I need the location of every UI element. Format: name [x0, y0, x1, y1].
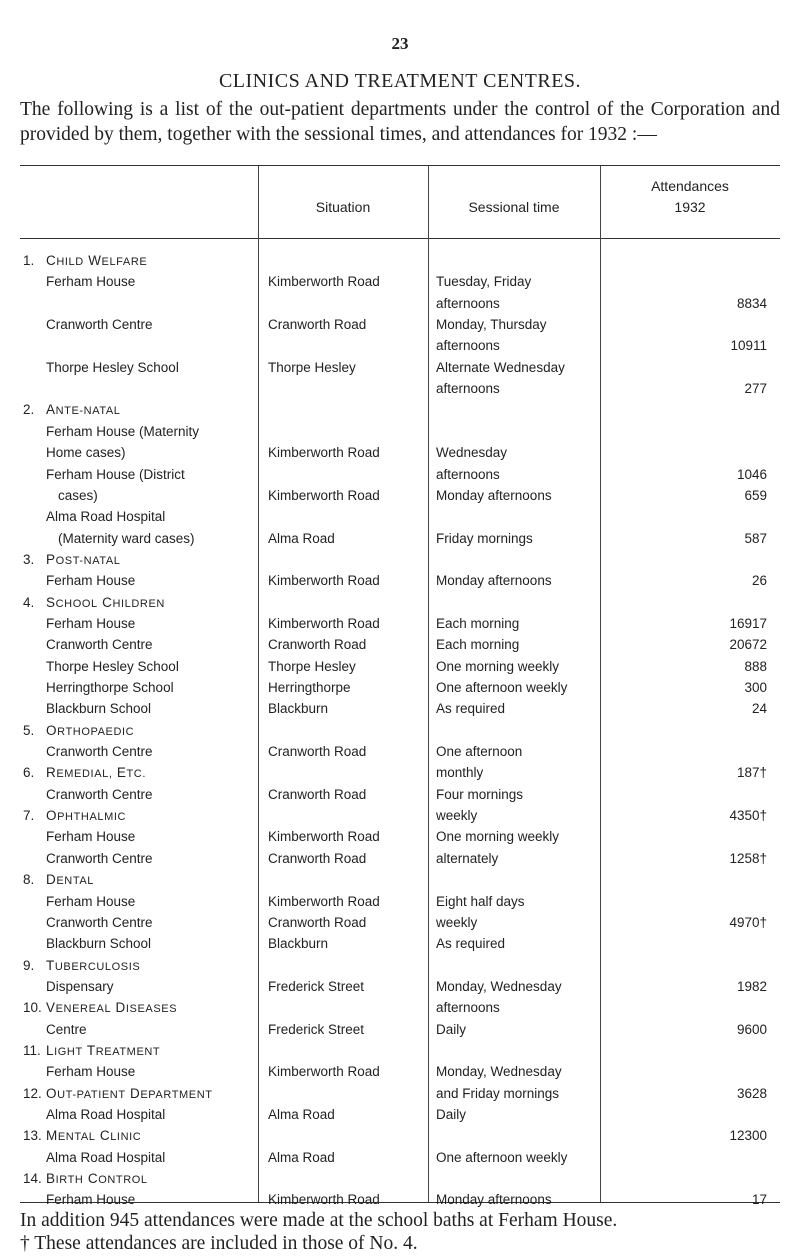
section-number: 2.: [23, 402, 35, 417]
centre-name: cases): [58, 488, 98, 503]
situation-cell: Thorpe Hesley: [268, 659, 356, 674]
attendance-cell: 12300: [729, 1128, 767, 1143]
sessional-time-cell: weekly: [436, 915, 478, 930]
situation-cell: Kimberworth Road: [268, 1192, 380, 1207]
small-caps-part: UBERCULOSIS: [54, 961, 141, 973]
section-heading: OUT-PATIENT DEPARTMENT: [46, 1086, 213, 1101]
header-bottom-rule: [20, 238, 780, 239]
centre-name: Cranworth Centre: [46, 915, 153, 930]
situation-cell: Alma Road: [268, 1150, 335, 1165]
situation-cell: Blackburn: [268, 936, 329, 951]
centre-name: Centre: [46, 1022, 87, 1037]
section-heading: MENTAL CLINIC: [46, 1128, 142, 1143]
small-caps-part: ENEREAL: [55, 1003, 112, 1015]
situation-cell: Kimberworth Road: [268, 829, 380, 844]
sessional-time-cell: As required: [436, 936, 506, 951]
small-caps-part: CHOOL: [55, 598, 98, 610]
sessional-time-cell: Tuesday, Friday: [436, 274, 532, 289]
situation-cell: Thorpe Hesley: [268, 360, 356, 375]
attendance-cell: 1982: [736, 979, 767, 994]
sessional-time-cell: Friday mornings: [436, 531, 533, 546]
sessional-time-cell: Each morning: [436, 637, 520, 652]
sessional-time-cell: Monday, Wednesday: [436, 1064, 562, 1079]
small-caps-part: EMEDIAL,: [56, 768, 113, 780]
page-number: 23: [391, 34, 409, 53]
section-number: 9.: [23, 958, 35, 973]
small-caps-part: EPARTMENT: [140, 1089, 213, 1101]
section-number: 13.: [23, 1128, 42, 1143]
centre-name: Alma Road Hospital: [46, 1107, 166, 1122]
situation-cell: Kimberworth Road: [268, 488, 380, 503]
centre-name: Dispensary: [46, 979, 114, 994]
situation-cell: Herringthorpe: [268, 680, 351, 695]
sessional-time-cell: One afternoon weekly: [436, 680, 568, 695]
sessional-time-cell: Four mornings: [436, 787, 524, 802]
footnote-baths: In addition 945 attendances were made at the school baths at Ferham House.: [20, 1210, 618, 1231]
centre-name: Ferham House (District: [46, 467, 185, 482]
sessional-time-cell: Monday afternoons: [436, 573, 552, 588]
centre-name: Cranworth Centre: [46, 744, 153, 759]
centre-name: Blackburn School: [46, 936, 152, 951]
section-number: 4.: [23, 595, 35, 610]
sessional-time-cell: alternately: [436, 851, 499, 866]
sessional-time-cell: Eight half days: [436, 894, 525, 909]
section-number: 11.: [23, 1043, 41, 1058]
situation-cell: Alma Road: [268, 1107, 335, 1122]
section-heading: VENEREAL DISEASES: [46, 1000, 178, 1015]
attendance-cell: 16917: [729, 616, 767, 631]
attendance-cell: 277: [744, 381, 767, 396]
small-caps-part: TC.: [126, 768, 147, 780]
sessional-time-cell: weekly: [436, 808, 478, 823]
centre-name: Ferham House: [46, 1064, 136, 1079]
small-caps-part: ELFARE: [101, 256, 148, 268]
centre-name: Cranworth Centre: [46, 851, 153, 866]
sessional-time-cell: Monday, Wednesday: [436, 979, 562, 994]
sessional-time-cell: One afternoon weekly: [436, 1150, 568, 1165]
situation-cell: Kimberworth Road: [268, 445, 380, 460]
attendance-cell: 3628: [736, 1086, 767, 1101]
attendance-cell: 659: [744, 488, 767, 503]
centre-name: (Maternity ward cases): [58, 531, 195, 546]
sessional-time-cell: Monday, Thursday: [436, 317, 547, 332]
situation-cell: Kimberworth Road: [268, 894, 380, 909]
column-divider: [428, 166, 429, 1202]
attendance-cell: 300: [744, 680, 767, 695]
sessional-time-cell: Monday afternoons: [436, 1192, 552, 1207]
centre-name: Ferham House: [46, 1192, 136, 1207]
header-sessional-time: Sessional time: [468, 199, 560, 215]
situation-cell: Cranworth Road: [268, 851, 367, 866]
sessional-time-cell: and Friday mornings: [436, 1086, 560, 1101]
situation-cell: Frederick Street: [268, 979, 365, 994]
section-heading: ORTHOPAEDIC: [46, 723, 135, 738]
header-situation: Situation: [315, 199, 371, 215]
sessional-time-cell: One morning weekly: [436, 659, 560, 674]
centre-name: Cranworth Centre: [46, 637, 153, 652]
header-attendances-year: 1932: [674, 199, 706, 215]
small-caps-part: ONTROL: [98, 1174, 148, 1186]
page-title: CLINICS AND TREATMENT CENTRES.: [218, 70, 582, 92]
centre-name: Ferham House (Maternity: [46, 424, 200, 439]
situation-cell: Alma Road: [268, 531, 335, 546]
small-caps-part: LINIC: [110, 1131, 142, 1143]
intro-paragraph: The following is a list of the out-patient departments under the control of the Corporation and provided by them, together with the sessional times, and attendances for 1932 :—: [20, 99, 780, 145]
attendance-cell: 1258†: [729, 851, 767, 866]
sessional-time-cell: afternoons: [436, 296, 500, 311]
attendance-cell: 1046: [736, 467, 767, 482]
sessional-time-cell: monthly: [436, 765, 484, 780]
header-attendances: [600, 176, 780, 218]
table-top-rule: [20, 165, 780, 166]
centre-name: Ferham House: [46, 829, 136, 844]
situation-cell: Kimberworth Road: [268, 1064, 380, 1079]
section-heading: SCHOOL CHILDREN: [46, 595, 165, 610]
section-heading: OPHTHALMIC: [46, 808, 127, 823]
sessional-time-cell: Wednesday: [436, 445, 508, 460]
section-number: 10.: [23, 1000, 42, 1015]
attendance-cell: 24: [751, 701, 767, 716]
sessional-time-cell: One afternoon: [436, 744, 523, 759]
small-caps-part: OST-NATAL: [55, 555, 121, 567]
sessional-time-cell: afternoons: [436, 1000, 500, 1015]
centre-name: Thorpe Hesley School: [46, 360, 179, 375]
section-heading: ANTE-NATAL: [46, 402, 121, 417]
situation-cell: Kimberworth Road: [268, 616, 380, 631]
attendance-cell: 17: [751, 1192, 767, 1207]
sessional-time-cell: One morning weekly: [436, 829, 560, 844]
section-heading: BIRTH CONTROL: [46, 1171, 148, 1186]
situation-cell: Kimberworth Road: [268, 573, 380, 588]
attendance-cell: 8834: [736, 296, 767, 311]
centre-name: Ferham House: [46, 616, 136, 631]
section-number: 3.: [23, 552, 35, 567]
footnote-dagger: † These attendances are included in those of No. 4.: [20, 1233, 418, 1254]
section-heading: CHILD WELFARE: [46, 253, 148, 268]
section-number: 7.: [23, 808, 35, 823]
situation-cell: Cranworth Road: [268, 787, 367, 802]
sessional-time-cell: Daily: [436, 1022, 467, 1037]
small-caps-part: ENTAL: [56, 875, 94, 887]
situation-cell: Cranworth Road: [268, 317, 367, 332]
centre-name: Blackburn School: [46, 701, 152, 716]
attendance-cell: 26: [751, 573, 767, 588]
small-caps-part: RTHOPAEDIC: [57, 726, 135, 738]
sessional-time-cell: Monday afternoons: [436, 488, 552, 503]
small-caps-part: NTE-NATAL: [55, 405, 121, 417]
section-heading: REMEDIAL, ETC.: [46, 765, 147, 780]
attendance-cell: 888: [744, 659, 767, 674]
small-caps-part: ISEASES: [125, 1003, 178, 1015]
attendance-cell: 4350†: [729, 808, 767, 823]
centre-name: Alma Road Hospital: [46, 1150, 166, 1165]
column-divider: [258, 166, 259, 1202]
situation-cell: Blackburn: [268, 701, 329, 716]
header-attendances-label: Attendances: [651, 178, 729, 194]
section-heading: LIGHT TREATMENT: [46, 1043, 161, 1058]
small-caps-part: HILDREN: [112, 598, 165, 610]
attendance-cell: 187†: [736, 765, 767, 780]
section-number: 1.: [23, 253, 35, 268]
attendance-cell: 9600: [736, 1022, 767, 1037]
situation-cell: Kimberworth Road: [268, 274, 380, 289]
small-caps-part: IGHT: [54, 1046, 83, 1058]
centre-name: Herringthorpe School: [46, 680, 174, 695]
section-number: 5.: [23, 723, 35, 738]
centre-name: Ferham House: [46, 274, 136, 289]
centre-name: Home cases): [46, 445, 126, 460]
section-number: 6.: [23, 765, 35, 780]
centre-name: Cranworth Centre: [46, 317, 153, 332]
situation-cell: Frederick Street: [268, 1022, 365, 1037]
small-caps-part: IRTH: [55, 1174, 84, 1186]
small-caps-part: UT-PATIENT: [57, 1089, 126, 1101]
section-heading: POST-NATAL: [46, 552, 121, 567]
attendance-cell: 10911: [730, 338, 767, 353]
attendance-cell: 4970†: [729, 915, 767, 930]
centre-name: Ferham House: [46, 573, 136, 588]
situation-cell: Cranworth Road: [268, 915, 367, 930]
small-caps-part: HILD: [56, 256, 84, 268]
sessional-time-cell: Alternate Wednesday: [436, 360, 565, 375]
centre-name: Ferham House: [46, 894, 136, 909]
situation-cell: Cranworth Road: [268, 744, 367, 759]
sessional-time-cell: afternoons: [436, 467, 500, 482]
centre-name: Thorpe Hesley School: [46, 659, 179, 674]
sessional-time-cell: afternoons: [436, 338, 500, 353]
small-caps-part: ENTAL: [57, 1131, 96, 1143]
sessional-time-cell: afternoons: [436, 381, 500, 396]
centre-name: Alma Road Hospital: [46, 509, 166, 524]
small-caps-part: REATMENT: [95, 1046, 161, 1058]
attendance-cell: 587: [744, 531, 767, 546]
centre-name: Cranworth Centre: [46, 787, 153, 802]
sessional-time-cell: Each morning: [436, 616, 520, 631]
section-heading: TUBERCULOSIS: [46, 958, 141, 973]
section-heading: DENTAL: [46, 872, 94, 887]
sessional-time-cell: Daily: [436, 1107, 467, 1122]
section-number: 14.: [23, 1171, 42, 1186]
attendance-cell: 20672: [729, 637, 767, 652]
section-number: 8.: [23, 872, 35, 887]
situation-cell: Cranworth Road: [268, 637, 367, 652]
small-caps-part: PHTHALMIC: [57, 811, 127, 823]
section-number: 12.: [23, 1086, 42, 1101]
sessional-time-cell: As required: [436, 701, 506, 716]
